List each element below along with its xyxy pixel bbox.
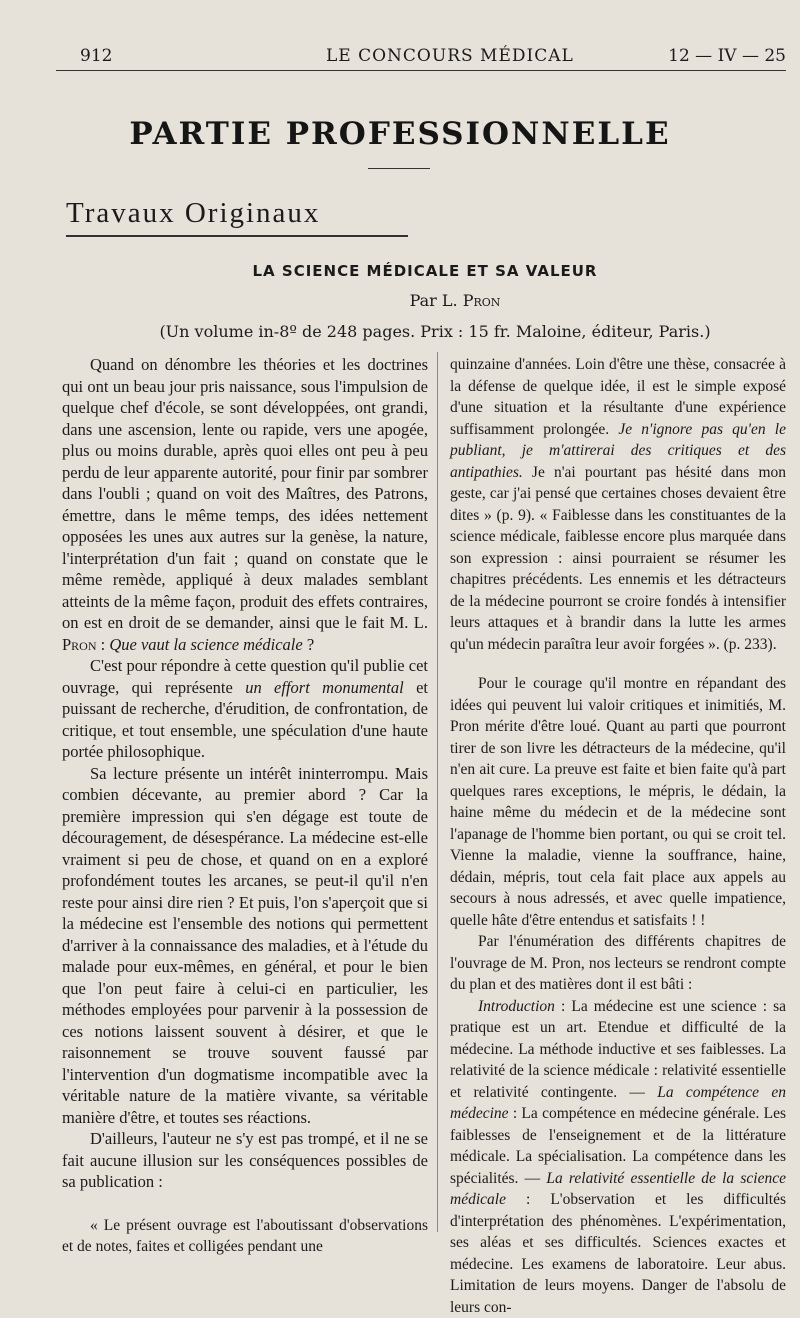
paragraph: Pour le courage qu'il montre en répandant des idées qui peuvent lui valoir critiques et inimitiés, M. Pron mérite d'être loué. Quant au parti que pourront tirer de son livre les détracteurs de la médecine, qu'il n'en ait cure. La preuve est faite et bien faite qu'à part quelques rares exceptions, le mépris, le dédain, la haine même du médecin et de la médecine sont l'apanage de l'homme bien portant, ou qui se croit tel. Vienne la maladie, vienne la souffrance, haine, dédain, mépris, tout cela fait place aux appels au secours à nous adressés, et avec quelle impatience, quelle hâte d'être entendus et satisfaits ! ! <box>450 673 786 931</box>
section-rule <box>368 168 430 169</box>
running-head <box>56 44 786 72</box>
section-title: PARTIE PROFESSIONNELLE <box>0 116 800 152</box>
rubric-title: Travaux Originaux <box>66 197 320 230</box>
paragraph: Introduction : La médecine est une science : sa pratique est un art. Etendue et difficulté de la médecine. La méthode inductive et ses faiblesses. La relativité de la science médicale : relativité essentielle et relativité contingente. — La compétence en médecine : La compétence en médecine générale. Les faiblesses de l'enseignement et de la littérature médicale. La spécialisation. La compétence dans les spécialités. — La relativité essentielle de la science médicale : L'observation et les difficultés d'interprétation des phénomènes. L'expérimentation, ses aléas et ses difficultés. Sciences exactes et médecine. Les examens de laboratoire. Leur abus. Limitation de leurs moyens. Danger de l'absolu de leurs con- <box>450 996 786 1318</box>
paragraph: Quand on dénombre les théories et les doctrines qui ont un beau jour pris naissance, sous l'impulsion de quelque chef d'école, se sont développées, ont grandi, dans une ascension, lente ou rapide, vers une apogée, plus ou moins durable, après quoi elles ont peu à peu perdu de leur apparente autorité, pour finir par sombrer dans l'oubli ; quand on voit des Maîtres, des Patrons, émettre, dans le même temps, des idées nettement opposées les unes aux autres sur la genèse, la nature, l'interprétation d'un fait ; quand on constate que le même remède, appliqué à deux malades semblant atteints de la même façon, produit des effets contraires, on est en droit de se demander, ainsi que le fait M. L. Pron : Que vaut la science médicale ? <box>62 354 428 655</box>
publication-info: (Un volume in-8º de 248 pages. Prix : 15 fr. Maloine, éditeur, Paris.) <box>0 322 800 341</box>
rubric-rule <box>66 235 408 237</box>
author-name: L. Pron <box>442 291 501 310</box>
paragraph: Par l'énumération des différents chapitres de l'ouvrage de M. Pron, nos lecteurs se rendront compte du plan et des matières dont il est bâti : <box>450 931 786 996</box>
paragraph: C'est pour répondre à cette question qu'il publie cet ouvrage, qui représente un effort monumental et puissant de recherche, d'érudition, de confrontation, de critique, et tout ensemble, une spéculation d'une haute portée philosophique. <box>62 655 428 763</box>
right-column <box>450 354 786 1318</box>
paragraph: D'ailleurs, l'auteur ne s'y est pas trompé, et il ne se fait aucune illusion sur les conséquences possibles de sa publication : <box>62 1128 428 1193</box>
paragraph: quinzaine d'années. Loin d'être une thèse, consacrée à la défense de quelque idée, il est le simple exposé d'une situation et la résultante d'une expérience suffisamment prolongée. Je n'ignore pas qu'en le publiant, je m'attirerai des critiques et des antipathies. Je n'ai pourtant pas hésité dans mon geste, car j'ai pensé que certaines choses devaient être dites » (p. 9). « Faiblesse dans les constituantes de la science médicale, faiblesse encore plus marquée dans son expression : ainsi pourraient se résumer les chapitres précédents. Les ennemis et les détracteurs de la médecine pourront se croire fondés à intensifier leurs attaques et à brandir dans la lutte les armes qu'un médecin paraîtra leur avoir forgées ». (p. 233). <box>450 354 786 655</box>
byline-prefix: Par <box>410 291 437 310</box>
journal-title: LE CONCOURS MÉDICAL <box>326 46 574 66</box>
byline <box>0 291 800 310</box>
paragraph: Sa lecture présente un intérêt ininterrompu. Mais combien décevante, au premier abord ? Car la première impression qui s'en dégage est toute de découragement, de désespérance. La médecine est-elle vraiment si peu de chose, et quand on en a exploré profondément toutes les arcanes, se peut-il qu'il n'en reste pour ainsi dire rien ? Et puis, l'on s'aperçoit que si la médecine est l'ensemble des notions qui permettent d'arriver à la connaissance des maladies, et à l'étude du malade pour eux-mêmes, en général, et pour le bien que l'on peut faire à celui-ci en particulier, les méthodes employées pour parvenir à la possession de ces notions laissent souvent à désirer, et que le raisonnement se trouve souvent faussé par l'intervention d'un dogmatisme incompatible avec la véritable nature de la matière vivante, sa véritable manière d'être, et toutes ses réactions. <box>62 763 428 1129</box>
header-rule <box>56 70 786 71</box>
issue-date: 12 — IV — 25 <box>668 46 786 66</box>
article-title: LA SCIENCE MÉDICALE ET SA VALEUR <box>0 262 800 280</box>
page-number: 912 <box>80 46 112 66</box>
column-divider <box>437 352 438 1232</box>
quotation: « Le présent ouvrage est l'aboutissant d'observations et de notes, faites et colligées pendant une <box>62 1215 428 1258</box>
left-column <box>62 354 428 1258</box>
